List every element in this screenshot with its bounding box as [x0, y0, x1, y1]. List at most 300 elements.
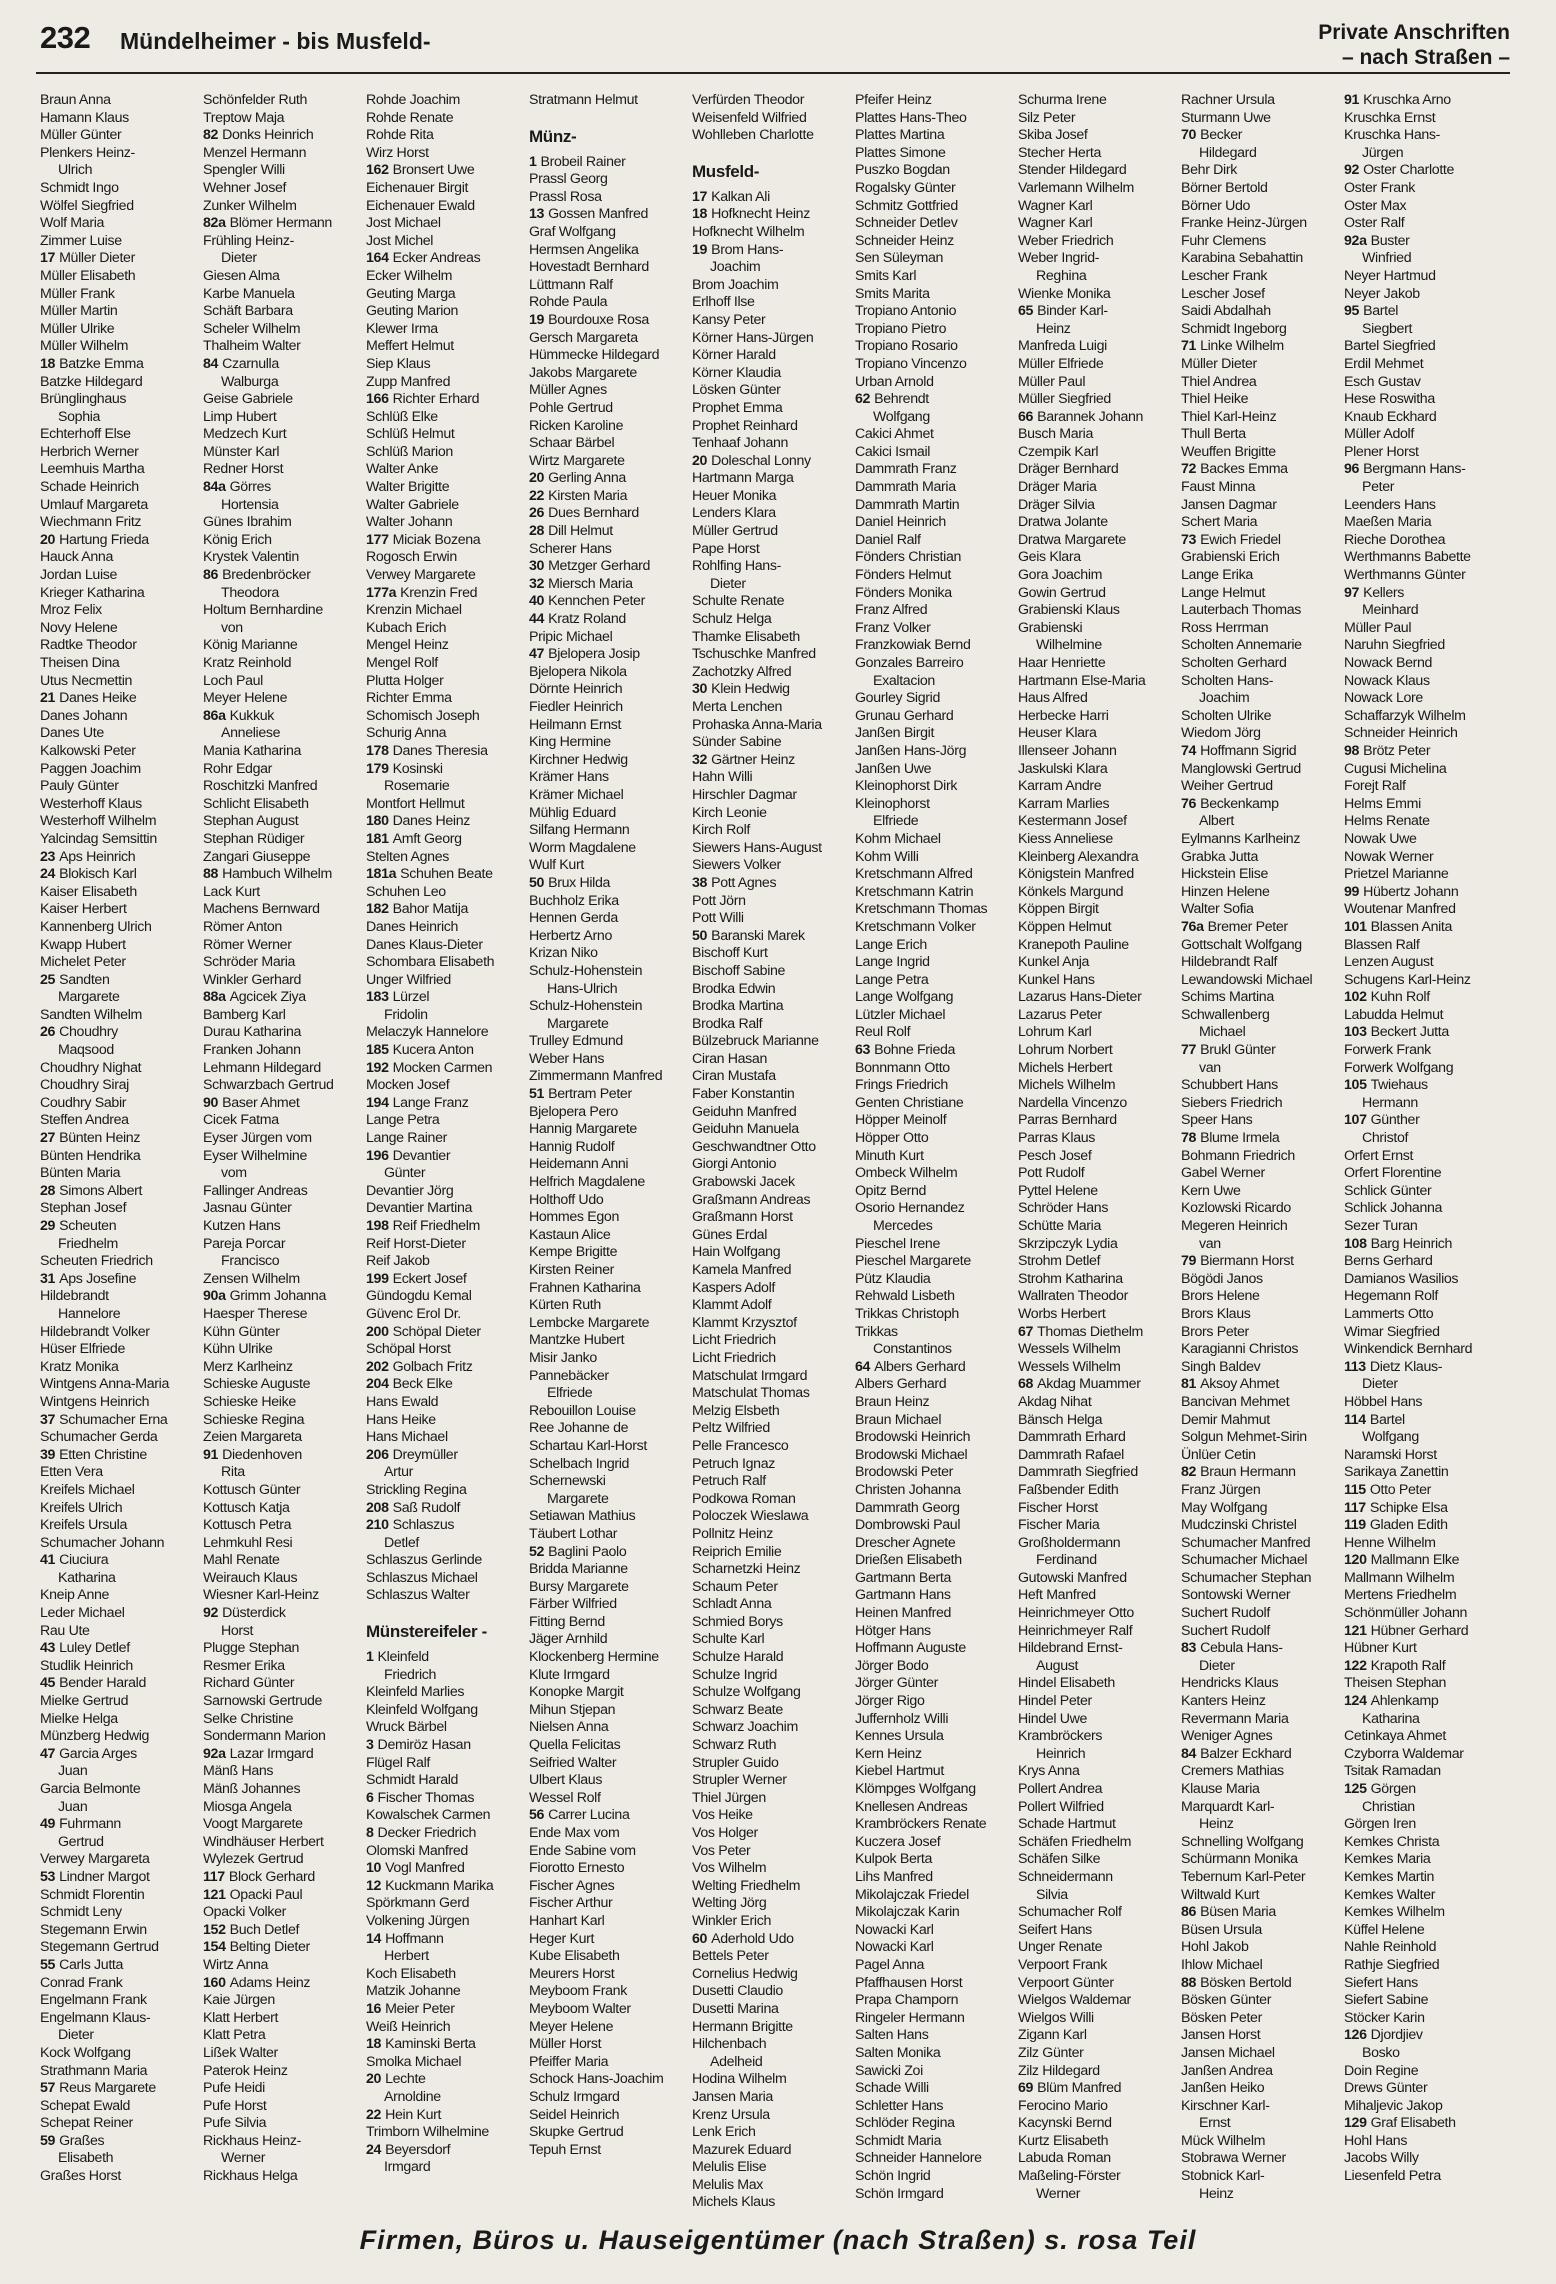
directory-entry: [366, 1024, 529, 1042]
directory-entry: [692, 382, 855, 400]
resident-name: Hahn Willi: [692, 769, 753, 786]
directory-entry: [366, 250, 529, 268]
directory-entry: [529, 1332, 692, 1350]
resident-name: Kranepoth Pauline: [1018, 936, 1129, 953]
directory-entry: [529, 400, 692, 418]
directory-entry: [40, 1429, 203, 1447]
directory-entry: [1181, 2168, 1344, 2186]
directory-entry: [1344, 356, 1507, 374]
directory-entry: [1181, 1042, 1344, 1060]
resident-name: Cugusi Michelina: [1344, 760, 1447, 777]
resident-name: Trikkas Christoph: [855, 1305, 959, 1322]
resident-name: Spengler Willi: [203, 162, 285, 179]
directory-entry: [1181, 761, 1344, 779]
resident-name: Pesch Josef: [1018, 1147, 1092, 1164]
resident-name: Worm Magdalene: [529, 839, 636, 856]
directory-entry: [855, 1060, 1018, 1078]
resident-name: Montfort Hellmut: [366, 795, 465, 812]
directory-entry: [1018, 110, 1181, 128]
house-number: 152: [203, 1921, 226, 1938]
directory-entry: [1181, 1851, 1344, 1869]
directory-entry: [1181, 479, 1344, 497]
directory-entry: [529, 699, 692, 717]
resident-name: Kemkes Maria: [1344, 1851, 1431, 1868]
resident-name: Licht Friedrich: [692, 1349, 776, 1366]
resident-name: Lange Rainer: [366, 1130, 447, 1147]
resident-name: Lembcke Margarete: [529, 1314, 650, 1331]
resident-name: Mocken Carmen: [392, 1059, 493, 1076]
resident-name: Wessels Wilhelm: [1018, 1358, 1121, 1375]
resident-name: Grabowski Jacek: [692, 1174, 795, 1191]
resident-name: Danes Heinrich: [366, 918, 459, 935]
resident-name: Sen Süleyman: [855, 250, 944, 267]
resident-name: Prassl Georg: [529, 171, 608, 188]
directory-entry: [40, 2045, 203, 2063]
directory-entry: [1018, 725, 1181, 743]
resident-name: Kleinfeld Wolfgang: [366, 1701, 478, 1718]
directory-entry: [203, 813, 366, 831]
resident-name: Schlaszus Michael: [366, 1569, 478, 1586]
directory-entry: [1018, 338, 1181, 356]
resident-name: Wintgens Heinrich: [40, 1393, 150, 1410]
resident-name: Gutowski Manfred: [1018, 1569, 1127, 1586]
house-number: 107: [1344, 1112, 1367, 1129]
resident-name: Bänsch Helga: [1018, 1411, 1103, 1428]
directory-entry: [1181, 1482, 1344, 1500]
resident-name: Schnelling Wolfgang: [1181, 1833, 1304, 1850]
directory-entry: [366, 1429, 529, 1447]
resident-name: Melulis Elise: [692, 2159, 767, 2176]
resident-name: Quella Felicitas: [529, 1737, 621, 1754]
resident-name: Scholten Gerhard: [1181, 655, 1287, 671]
resident-name: Mertens Friedhelm: [1344, 1587, 1457, 1604]
directory-entry: [1181, 1975, 1344, 1993]
resident-name: Miciak Bozena: [392, 531, 481, 548]
directory-entry: [1018, 497, 1181, 515]
house-number: 19: [529, 311, 545, 328]
directory-entry: [1181, 1376, 1344, 1394]
directory-entry: [692, 1385, 855, 1403]
directory-entry: [692, 505, 855, 523]
directory-entry: [1181, 1728, 1344, 1746]
resident-name: König Erich: [203, 531, 272, 548]
resident-name: Miersch Maria: [548, 575, 633, 592]
resident-name: Kellers: [1363, 584, 1405, 601]
resident-name: Drescher Agnete: [855, 1534, 956, 1551]
directory-entry: [529, 1737, 692, 1755]
directory-entry: [529, 1631, 692, 1649]
resident-name: Schlaszus: [392, 1517, 455, 1534]
directory-entry: [529, 382, 692, 400]
house-number: 72: [1181, 461, 1197, 478]
house-number: 113: [1344, 1358, 1366, 1375]
house-number: 17: [692, 188, 708, 205]
directory-entry: [366, 444, 529, 462]
section-title-line2: – nach Straßen –: [1341, 46, 1510, 69]
directory-column-9: [1344, 92, 1507, 2220]
resident-name: Krambröckers Renate: [855, 1816, 987, 1833]
resident-name: Reul Rolf: [855, 1024, 911, 1041]
directory-entry: [855, 708, 1018, 726]
directory-entry: [855, 2150, 1018, 2168]
resident-name: Mengel Rolf: [366, 655, 438, 671]
resident-name: Grimm Johanna: [229, 1288, 327, 1305]
resident-name: Bischoff Kurt: [692, 945, 768, 962]
resident-name: Bösken Günter: [1181, 1992, 1272, 2009]
resident-name: Kubach Erich: [366, 619, 447, 636]
house-number: 45: [40, 1675, 56, 1692]
directory-entry: [529, 435, 692, 453]
directory-entry: [366, 1447, 529, 1465]
resident-name: Jacobs Willy: [1344, 2150, 1419, 2167]
resident-name: Dratwa Jolante: [1018, 514, 1108, 531]
resident-name: Schönmüller Johann: [1344, 1605, 1468, 1622]
directory-entry: [529, 1192, 692, 1210]
directory-entry: [692, 2142, 855, 2160]
resident-name: Stratmann Helmut: [529, 92, 638, 108]
resident-name: Hofknecht Heinz: [711, 206, 810, 223]
resident-name: Kirch Leonie: [692, 804, 767, 821]
resident-name: Lauterbach Thomas: [1181, 602, 1301, 619]
resident-name: Walter Anke: [366, 461, 439, 478]
resident-name: Kruschka Hans-: [1344, 127, 1441, 144]
directory-entry: [529, 822, 692, 840]
directory-entry: [366, 2001, 529, 2019]
resident-name: Grunau Gerhard: [855, 707, 954, 724]
directory-entry: [692, 453, 855, 471]
resident-name: Leenders Hans: [1344, 496, 1436, 513]
resident-name: Janßen Uwe: [855, 760, 932, 777]
directory-entry: [366, 2036, 529, 2054]
directory-entry: [1181, 356, 1344, 374]
directory-entry: [529, 1931, 692, 1949]
resident-name: Schwarz Beate: [692, 1701, 783, 1718]
directory-entry: [529, 681, 692, 699]
directory-entry: [1344, 514, 1507, 532]
directory-entry: [366, 1843, 529, 1861]
house-number: 97: [1344, 584, 1360, 601]
resident-name: Bartel: [1363, 303, 1399, 320]
resident-name: Klömpges Wolfgang: [855, 1781, 976, 1797]
directory-entry: [692, 2071, 855, 2089]
resident-name: Konopke Margit: [529, 1684, 624, 1701]
directory-entry: [692, 2019, 855, 2037]
directory-entry: [529, 1139, 692, 1157]
directory-entry: [692, 1350, 855, 1368]
directory-entry: [366, 497, 529, 515]
resident-name: Lürzel: [392, 989, 430, 1006]
resident-name: Holtum Bernhardine: [203, 602, 323, 619]
resident-name: Weber Ingrid-: [1018, 250, 1100, 267]
directory-entry: [1344, 567, 1507, 585]
directory-entry: [529, 242, 692, 260]
resident-name: Sarikaya Zanettin: [1344, 1464, 1449, 1481]
resident-name: Dräger Bernhard: [1018, 461, 1119, 478]
resident-name: Hildebrandt Volker: [40, 1323, 150, 1340]
resident-name: Mallmann Elke: [1370, 1552, 1460, 1569]
directory-entry: [366, 813, 529, 831]
directory-entry: [366, 1236, 529, 1254]
resident-name: Brodowski Peter: [855, 1464, 954, 1481]
resident-name: Brodka Ralf: [692, 1015, 763, 1032]
resident-name: Plener Horst: [1344, 443, 1419, 460]
directory-entry: [529, 1068, 692, 1086]
directory-entry: [692, 1332, 855, 1350]
house-number: 96: [1344, 461, 1360, 478]
directory-entry: [1018, 1394, 1181, 1412]
resident-name: Schombara Elisabeth: [366, 954, 495, 971]
resident-name: Ende Max vom: [529, 1825, 620, 1841]
directory-entry-continuation: Reghina: [1036, 267, 1087, 284]
directory-entry: [366, 180, 529, 198]
directory-column-6: [855, 92, 1018, 2220]
directory-entry: [203, 1640, 366, 1658]
directory-entry: [1018, 374, 1181, 392]
house-number: 69: [1018, 2080, 1034, 2097]
resident-name: Schmidt Ingo: [40, 179, 119, 196]
resident-name: Nowak Werner: [1344, 848, 1434, 865]
directory-entry: [855, 1200, 1018, 1218]
resident-name: Müller Agnes: [529, 382, 607, 399]
directory-entry: [366, 919, 529, 937]
resident-name: Dräger Maria: [1018, 479, 1097, 496]
directory-entry: [203, 1816, 366, 1834]
resident-name: Schlüß Helmut: [366, 426, 455, 443]
resident-name: Eyser Jürgen vom: [203, 1130, 312, 1147]
resident-name: Schepat Reiner: [40, 2115, 133, 2132]
resident-name: Günes Ibrahim: [203, 514, 292, 531]
resident-name: Gossen Manfred: [548, 206, 649, 223]
resident-name: Hümmecke Hildegard: [529, 347, 660, 364]
resident-name: Sondermann Marion: [203, 1728, 326, 1745]
directory-entry: [366, 1570, 529, 1588]
directory-entry: [1344, 2027, 1507, 2045]
resident-name: Giesen Alma: [203, 267, 280, 284]
resident-name: Linke Wilhelm: [1200, 338, 1284, 355]
directory-entry: [692, 418, 855, 436]
directory-entry: [40, 2115, 203, 2133]
house-number: 27: [40, 1130, 56, 1147]
house-number: 115: [1344, 1481, 1366, 1498]
directory-entry: [1344, 215, 1507, 233]
resident-name: Mania Katharina: [203, 742, 302, 759]
resident-name: Varlemann Wilhelm: [1018, 179, 1134, 196]
resident-name: Voogt Margarete: [203, 1816, 303, 1833]
resident-name: Wulf Kurt: [529, 857, 584, 874]
resident-name: Aps Heinrich: [59, 848, 136, 865]
resident-name: Schumacher Stephan: [1181, 1569, 1312, 1586]
resident-name: Lüttmann Ralf: [529, 276, 613, 293]
resident-name: Jansen Horst: [1181, 2027, 1261, 2044]
resident-name: Decker Friedrich: [377, 1825, 477, 1841]
resident-name: Dill Helmut: [548, 523, 613, 540]
resident-name: Drews Günter: [1344, 2080, 1428, 2097]
resident-name: Rohde Renate: [366, 109, 454, 126]
house-number: 88: [203, 866, 219, 883]
directory-entry: [855, 1851, 1018, 1869]
directory-entry: [203, 1570, 366, 1588]
resident-name: Hoffmann: [385, 1930, 444, 1947]
resident-name: Volkening Jürgen: [366, 1912, 470, 1929]
resident-name: Reif Jakob: [366, 1253, 430, 1270]
directory-entry: [366, 954, 529, 972]
resident-name: Kosinski: [392, 760, 443, 777]
resident-name: Tschuschke Manfred: [692, 646, 816, 663]
resident-name: Herbecke Harri: [1018, 707, 1109, 724]
resident-name: Kemkes Walter: [1344, 1886, 1436, 1903]
directory-entry: [855, 92, 1018, 110]
resident-name: Tsitak Ramadan: [1344, 1763, 1441, 1780]
directory-entry: [529, 1983, 692, 2001]
resident-name: Mihun Stjepan: [529, 1701, 616, 1718]
directory-entry: [203, 1922, 366, 1940]
resident-name: Fiedler Heinrich: [529, 699, 623, 715]
directory-entry: [692, 1156, 855, 1174]
directory-entry: [529, 330, 692, 348]
directory-entry: [1181, 303, 1344, 321]
directory-entry: [366, 655, 529, 673]
resident-name: Kowalschek Carmen: [366, 1807, 491, 1824]
resident-name: Trikkas: [855, 1323, 898, 1340]
resident-name: Stobnick Karl-: [1181, 2168, 1265, 2185]
resident-name: Hese Roswitha: [1344, 391, 1435, 408]
resident-name: Dammrath Georg: [855, 1499, 960, 1516]
directory-entry: [855, 444, 1018, 462]
directory-entry: [855, 2080, 1018, 2098]
directory-entry: [1344, 2010, 1507, 2028]
directory-entry: [40, 2080, 203, 2098]
directory-entry: [692, 312, 855, 330]
directory-entry: [1018, 444, 1181, 462]
house-number: 63: [855, 1042, 871, 1059]
directory-entry: [855, 1464, 1018, 1482]
directory-entry: [692, 805, 855, 823]
resident-name: Michels Wilhelm: [1018, 1077, 1116, 1094]
directory-entry: [1181, 215, 1344, 233]
resident-name: Barannek Johann: [1037, 408, 1144, 425]
directory-entry: [366, 972, 529, 990]
resident-name: Amft Georg: [392, 830, 462, 847]
resident-name: Spörkmann Gerd: [366, 1895, 470, 1912]
directory-entry: [40, 1693, 203, 1711]
resident-name: Wessels Wilhelm: [1018, 1341, 1121, 1358]
directory-entry: [1344, 778, 1507, 796]
resident-name: Fallinger Andreas: [203, 1182, 308, 1199]
directory-entry: [366, 1719, 529, 1737]
directory-entry: [203, 127, 366, 145]
resident-name: Kemkes Christa: [1344, 1833, 1440, 1850]
directory-entry: [529, 963, 692, 981]
directory-entry: [1344, 1605, 1507, 1623]
resident-name: Ree Johanne de: [529, 1420, 629, 1437]
directory-entry: [855, 1834, 1018, 1852]
resident-name: Mudczinski Christel: [1181, 1517, 1297, 1534]
resident-name: Münzberg Hedwig: [40, 1728, 150, 1745]
directory-entry: [692, 330, 855, 348]
directory-entry: [855, 2027, 1018, 2045]
directory-entry: [203, 110, 366, 128]
directory-entry: [1018, 901, 1181, 919]
resident-name: Pollnitz Heinz: [692, 1525, 774, 1542]
house-number: 180: [366, 813, 389, 830]
resident-name: Helms Renate: [1344, 813, 1430, 830]
directory-entry: [366, 884, 529, 902]
house-number: 95: [1344, 303, 1360, 320]
resident-name: Grabienski Erich: [1181, 549, 1280, 566]
directory-entry: [529, 857, 692, 875]
directory-entry: [40, 2098, 203, 2116]
directory-entry: [40, 620, 203, 638]
directory-entry: [855, 497, 1018, 515]
directory-entry: [1344, 1112, 1507, 1130]
directory-entry: [203, 1799, 366, 1817]
directory-entry: [203, 1429, 366, 1447]
resident-name: Lazarus Peter: [1018, 1006, 1102, 1023]
resident-name: Pollert Wilfried: [1018, 1798, 1104, 1815]
resident-name: Richter Emma: [366, 690, 452, 707]
resident-name: Hovestadt Bernhard: [529, 259, 649, 276]
directory-entry: [529, 1051, 692, 1069]
resident-name: Scholten Hans-: [1181, 672, 1274, 689]
directory-entry: [366, 127, 529, 145]
resident-name: Geuting Marga: [366, 285, 456, 302]
directory-entry: [40, 849, 203, 867]
directory-entry: [203, 972, 366, 990]
resident-name: Franzkowiak Bernd: [855, 637, 971, 654]
directory-entry: [203, 761, 366, 779]
house-number: 185: [366, 1042, 389, 1059]
directory-entry-continuation: Albert: [1199, 813, 1234, 830]
directory-entry: [1181, 374, 1344, 392]
resident-name: May Wolfgang: [1181, 1499, 1268, 1516]
resident-name: Pfaffhausen Horst: [855, 1974, 963, 1991]
directory-entry: [1181, 655, 1344, 673]
resident-name: Schöpal Dieter: [392, 1323, 481, 1340]
resident-name: Heger Kurt: [529, 1930, 595, 1947]
resident-name: Naruhn Siegfried: [1344, 637, 1445, 654]
resident-name: Eichenauer Ewald: [366, 197, 475, 214]
directory-entry: [40, 391, 203, 409]
resident-name: Lange Helmut: [1181, 584, 1266, 601]
resident-name: Kaie Jürgen: [203, 1992, 275, 2009]
resident-name: Steffen Andrea: [40, 1112, 129, 1129]
directory-entry: [1181, 2098, 1344, 2116]
resident-name: Kucera Anton: [392, 1042, 474, 1059]
directory-entry: [692, 1244, 855, 1262]
directory-entry: [1344, 198, 1507, 216]
resident-name: Pripic Michael: [529, 628, 613, 645]
resident-name: Walter Johann: [366, 514, 453, 531]
house-number: 3: [366, 1737, 374, 1754]
directory-entry: [203, 1517, 366, 1535]
directory-entry: [40, 743, 203, 761]
resident-name: Hodina Wilhelm: [692, 2071, 787, 2088]
resident-name: Körner Harald: [692, 347, 776, 364]
resident-name: Hindel Elisabeth: [1018, 1675, 1115, 1692]
resident-name: Brors Klaus: [1181, 1305, 1251, 1322]
resident-name: Urban Arnold: [855, 373, 934, 390]
directory-entry: [855, 1500, 1018, 1518]
resident-name: Schims Martina: [1181, 989, 1274, 1006]
directory-entry: [366, 1359, 529, 1377]
resident-name: Schulte Renate: [692, 593, 785, 610]
directory-entry: [366, 761, 529, 779]
directory-entry: [855, 1728, 1018, 1746]
house-number: 117: [203, 1868, 225, 1885]
house-number: 129: [1344, 2115, 1367, 2132]
resident-name: Devantier Jörg: [366, 1182, 454, 1199]
directory-entry: [203, 831, 366, 849]
